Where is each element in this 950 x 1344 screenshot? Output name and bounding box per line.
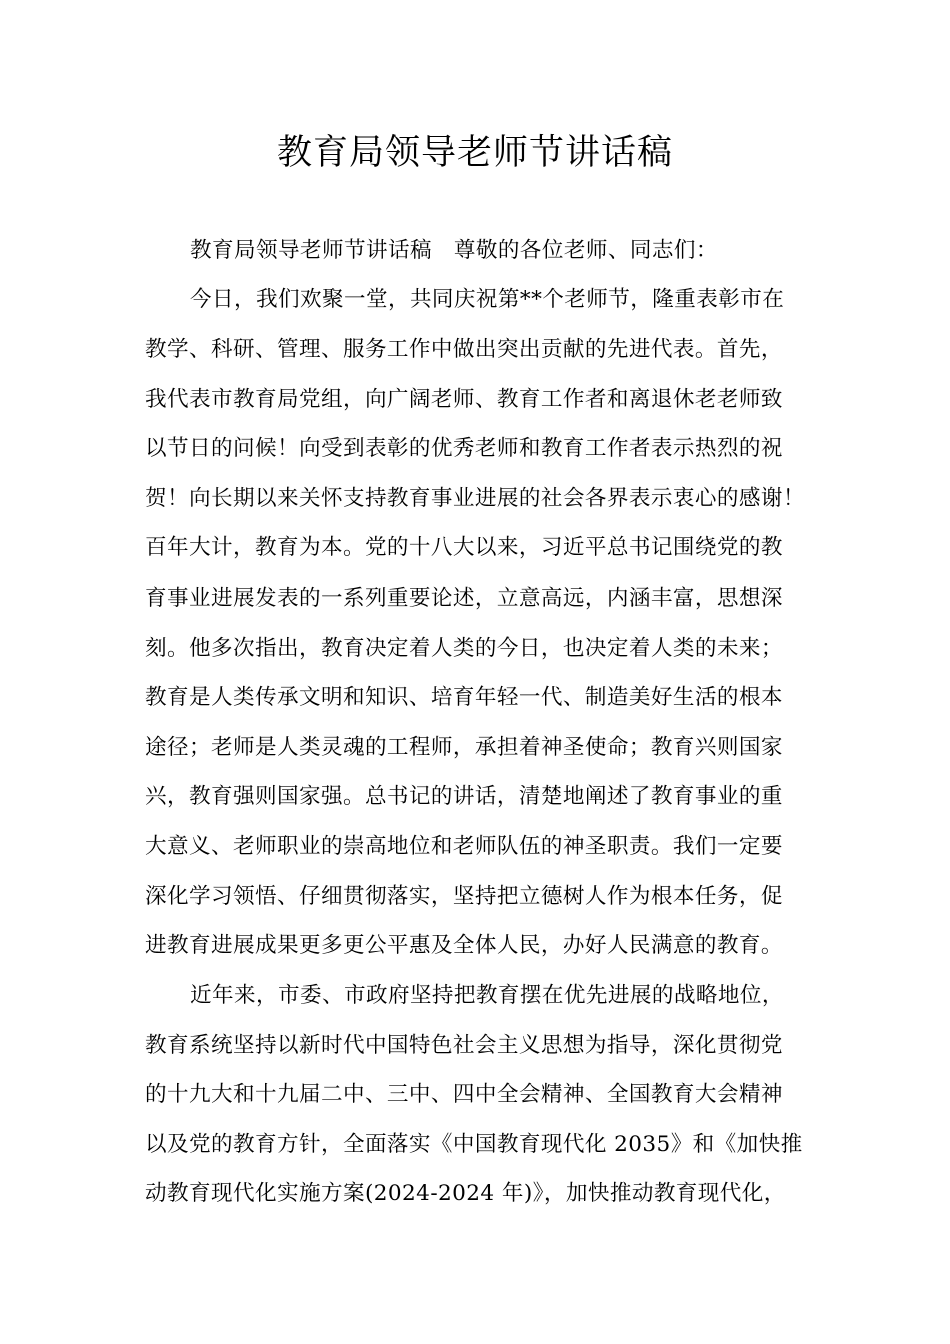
paragraph-line: 的十九大和十九届二中、三中、四中全会精神、全国教育大会精神 [145,1082,783,1107]
paragraph-line: 今日，我们欢聚一堂，共同庆祝第**个老师节，隆重表彰市在 [190,287,785,312]
paragraph-line: 百年大计，教育为本。党的十八大以来，习近平总书记围绕党的教 [145,535,783,560]
paragraph-line: 以节日的问候！向受到表彰的优秀老师和教育工作者表示热烈的祝 [145,436,783,461]
paragraph-line: 教育系统坚持以新时代中国特色社会主义思想为指导，深化贯彻党 [145,1033,783,1058]
paragraph-line: 刻。他多次指出，教育决定着人类的今日，也决定着人类的未来； [145,636,783,661]
paragraph-line: 教育局领导老师节讲话稿 尊敬的各位老师、同志们： [190,238,718,263]
paragraph-line: 教学、科研、管理、服务工作中做出突出贡献的先进代表。首先， [145,337,783,362]
paragraph-line: 途径；老师是人类灵魂的工程师，承担着神圣使命；教育兴则国家 [145,735,783,760]
paragraph-line: 教育是人类传承文明和知识、培育年轻一代、制造美好生活的根本 [145,685,783,710]
paragraph-line: 兴，教育强则国家强。总书记的讲话，清楚地阐述了教育事业的重 [145,784,783,809]
document-title: 教育局领导老师节讲话稿 [276,133,673,173]
paragraph-line: 进教育进展成果更多更公平惠及全体人民，办好人民满意的教育。 [145,933,783,958]
paragraph-line: 深化学习领悟、仔细贯彻落实，坚持把立德树人作为根本任务，促 [145,884,783,909]
paragraph-line: 大意义、老师职业的崇高地位和老师队伍的神圣职责。我们一定要 [145,834,783,859]
paragraph-line: 育事业进展发表的一系列重要论述，立意高远，内涵丰富，思想深 [145,586,783,611]
paragraph-line: 近年来，市委、市政府坚持把教育摆在优先进展的战略地位， [190,983,784,1008]
paragraph-line: 我代表市教育局党组，向广阔老师、教育工作者和离退休老老师致 [145,387,783,412]
paragraph-line: 以及党的教育方针，全面落实《中国教育现代化 2035》和《加快推 [145,1132,803,1157]
paragraph-line: 动教育现代化实施方案(2024-2024 年)》，加快推动教育现代化， [145,1181,786,1206]
paragraph-line: 贺！向长期以来关怀支持教育事业进展的社会各界表示衷心的感谢！ [145,486,805,511]
